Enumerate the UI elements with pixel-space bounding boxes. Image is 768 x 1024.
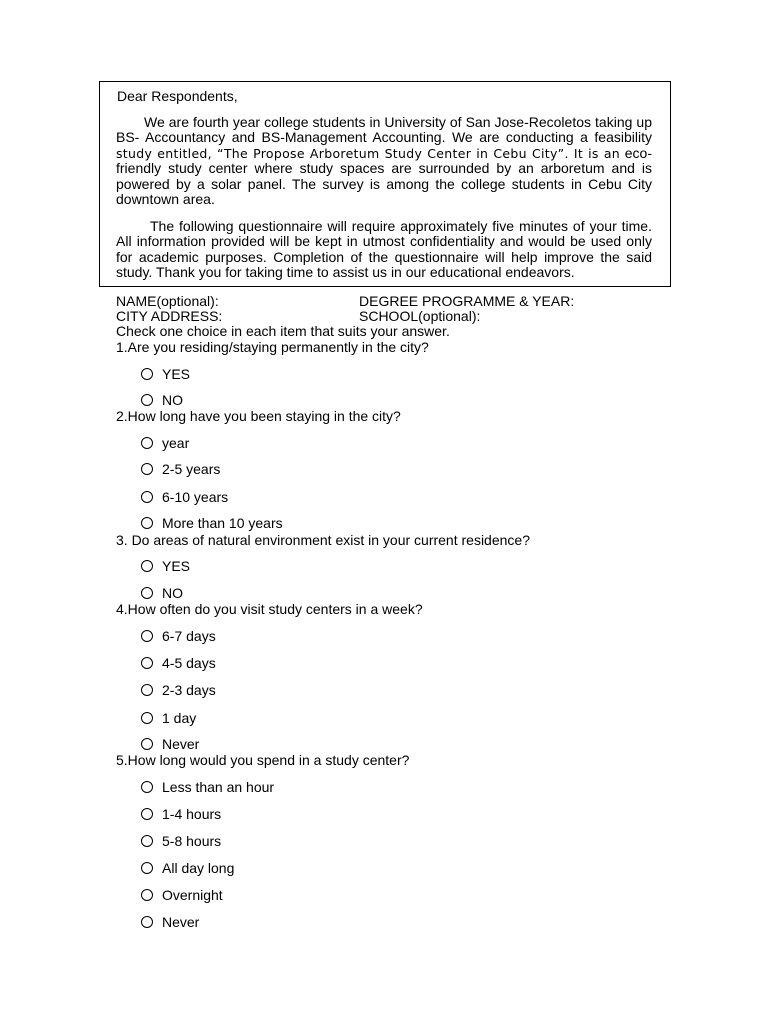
option-label: 5-8 hours (162, 833, 222, 849)
q2-option-6-10-years[interactable] (141, 489, 229, 505)
q4-option-6-7-days[interactable] (141, 628, 216, 644)
radio-button[interactable] (141, 491, 153, 503)
option-label: 1 day (162, 710, 197, 726)
q1-option-yes[interactable] (141, 366, 191, 382)
intro-paragraph-2: The following questionnaire will require approximately five minutes of your time. All information provided will be kept in utmost confidentiality and would be used only for academic purposes. Completion of the questionnaire will help improve the said study. Thank you for taking time to assist us in our educational endeavors. (116, 218, 652, 281)
q4-option-never[interactable] (141, 736, 200, 752)
q1-option-no[interactable] (141, 392, 183, 408)
radio-button[interactable] (141, 684, 153, 696)
intro-paragraph-1-part-b: eco-friendly study center where study spaces are surrounded by an arboretum and is powered by a solar panel. The survey is among the college students in Cebu City downtown area. (116, 144, 652, 208)
radio-button[interactable] (141, 835, 153, 847)
question-1: 1.Are you residing/staying permanently in the city? (116, 339, 429, 355)
radio-button[interactable] (141, 916, 153, 928)
intro-paragraph-1 (116, 115, 652, 207)
question-4: 4.How often do you visit study centers in a week? (116, 601, 423, 617)
option-label: Never (162, 736, 200, 752)
q5-option-all-day[interactable] (141, 860, 235, 876)
radio-button[interactable] (141, 368, 153, 380)
radio-button[interactable] (141, 889, 153, 901)
q5-option-never[interactable] (141, 914, 200, 930)
radio-button[interactable] (141, 394, 153, 406)
q4-option-2-3-days[interactable] (141, 682, 216, 698)
option-label: More than 10 years (162, 515, 283, 531)
name-field-label: NAME(optional): (116, 293, 219, 309)
option-label: YES (162, 558, 191, 574)
q5-option-less-than-hour[interactable] (141, 779, 275, 795)
radio-button[interactable] (141, 630, 153, 642)
q4-option-4-5-days[interactable] (141, 655, 216, 671)
q3-option-yes[interactable] (141, 558, 191, 574)
q5-option-1-4-hours[interactable] (141, 806, 222, 822)
study-title: study entitled, “The Propose Arboretum Study Center in Cebu City”. It is an (116, 145, 621, 161)
degree-field-label: DEGREE PROGRAMME & YEAR: (359, 293, 575, 309)
question-5: 5.How long would you spend in a study center? (116, 752, 410, 768)
option-label: NO (162, 392, 183, 408)
option-label: 1-4 hours (162, 806, 222, 822)
option-label: All day long (162, 860, 235, 876)
radio-button[interactable] (141, 437, 153, 449)
radio-button[interactable] (141, 738, 153, 750)
radio-button[interactable] (141, 862, 153, 874)
q3-option-no[interactable] (141, 585, 183, 601)
intro-paragraph-1-part-a: We are fourth year college students in University of San Jose-Recoletos taking up BS- Accountancy and BS-Management Accounting. We are conducting a feasibility (116, 114, 652, 146)
radio-button[interactable] (141, 657, 153, 669)
q2-option-year[interactable] (141, 435, 190, 451)
option-label: year (162, 435, 190, 451)
option-label: NO (162, 585, 183, 601)
option-label: 2-5 years (162, 461, 221, 477)
q4-option-1-day[interactable] (141, 710, 197, 726)
q2-option-2-5-years[interactable] (141, 461, 221, 477)
radio-button[interactable] (141, 587, 153, 599)
school-field-label: SCHOOL(optional): (359, 308, 481, 324)
option-label: Less than an hour (162, 779, 275, 795)
option-label: 4-5 days (162, 655, 216, 671)
radio-button[interactable] (141, 781, 153, 793)
question-3: 3. Do areas of natural environment exist in your current residence? (116, 532, 530, 548)
radio-button[interactable] (141, 517, 153, 529)
question-2: 2.How long have you been staying in the city? (116, 408, 401, 424)
radio-button[interactable] (141, 560, 153, 572)
option-label: Never (162, 914, 200, 930)
q2-option-more-than-10[interactable] (141, 515, 283, 531)
q5-option-overnight[interactable] (141, 887, 223, 903)
option-label: 2-3 days (162, 682, 216, 698)
option-label: 6-7 days (162, 628, 216, 644)
q5-option-5-8-hours[interactable] (141, 833, 222, 849)
radio-button[interactable] (141, 808, 153, 820)
radio-button[interactable] (141, 463, 153, 475)
radio-button[interactable] (141, 712, 153, 724)
option-label: YES (162, 366, 191, 382)
greeting: Dear Respondents, (117, 88, 238, 104)
option-label: 6-10 years (162, 489, 229, 505)
option-label: Overnight (162, 887, 223, 903)
city-field-label: CITY ADDRESS: (116, 308, 223, 324)
instruction-text: Check one choice in each item that suits your answer. (116, 323, 450, 339)
